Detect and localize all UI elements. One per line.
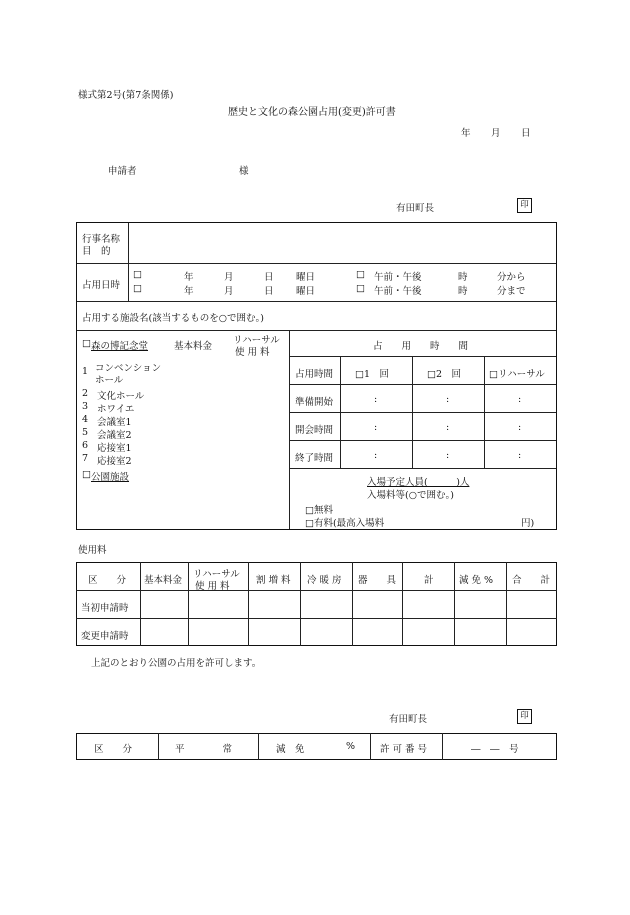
to-weekday: 曜日	[296, 286, 316, 297]
room-name: ホワイエ	[97, 404, 135, 415]
from-year: 年	[184, 272, 194, 283]
room-no: 5	[82, 427, 89, 438]
footer-permit-no-label: 許 可 番 号	[380, 744, 428, 755]
room-no: 1	[82, 366, 89, 377]
slot-1-checkbox[interactable]: □1 回	[355, 369, 390, 380]
time-colon[interactable]: :	[446, 394, 450, 405]
basic-fee-label: 基本料金	[174, 341, 213, 352]
slot-2-checkbox[interactable]: □2 回	[427, 369, 462, 380]
honorific: 様	[239, 166, 249, 177]
rule	[402, 562, 403, 646]
park-facility-name: 公園施設	[91, 472, 130, 483]
fees-header-total: 合 計	[512, 575, 551, 586]
rule	[352, 562, 353, 646]
room-no: 4	[82, 414, 89, 425]
fees-row-initial: 当初申請時	[81, 603, 129, 614]
fees-label: 使用料	[78, 545, 107, 556]
rule	[300, 562, 301, 646]
permit-statement: 上記のとおり公園の占用を許可します。	[91, 658, 262, 669]
time-colon[interactable]: :	[518, 422, 522, 433]
to-year: 年	[184, 286, 194, 297]
room-name: 文化ホール	[97, 391, 145, 402]
hall-name: 森の博記念堂	[91, 341, 149, 352]
hall-checkbox[interactable]: □	[82, 338, 91, 349]
room-name: コンベンション	[95, 363, 162, 374]
to-hour: 時	[458, 286, 468, 297]
rule	[77, 263, 556, 264]
rule	[289, 356, 556, 357]
footer-category: 区 分	[94, 744, 133, 755]
rule	[128, 223, 129, 301]
date-year: 年	[461, 128, 471, 139]
event-name-label: 行事名称	[82, 234, 121, 245]
fees-header-surcharge: 割 増 料	[256, 575, 291, 586]
fees-header-rehearsal-fee: 使 用 料	[195, 581, 230, 592]
fees-header-equipment: 器 具	[358, 575, 397, 586]
time-row-label: 開会時間	[295, 425, 334, 436]
rule	[289, 384, 556, 385]
document-title: 歴史と文化の森公園占用(変更)許可書	[228, 107, 396, 118]
admission-label: 入場料等(○で囲む。)	[367, 490, 454, 501]
time-row-label: 準備開始	[295, 397, 334, 408]
time-colon[interactable]: :	[374, 394, 378, 405]
occupy-date-label: 占用日時	[82, 280, 121, 291]
room-name: 応接室2	[97, 456, 132, 467]
footer-percent: %	[346, 741, 356, 752]
date-to-checkbox[interactable]: □	[133, 283, 142, 294]
fees-header-basic: 基本料金	[144, 575, 183, 586]
from-ampm-checkbox[interactable]: □	[356, 269, 365, 280]
purpose-label: 目 的	[82, 246, 111, 257]
footer-normal: 平 常	[175, 744, 233, 755]
paid-yen: 円)	[521, 518, 535, 529]
rule	[140, 562, 141, 646]
rule	[484, 356, 485, 468]
rule	[340, 356, 341, 468]
time-row-label: 終了時間	[295, 453, 334, 464]
time-colon[interactable]: :	[518, 450, 522, 461]
rule	[158, 733, 159, 760]
fees-header-exemption: 減 免 %	[459, 575, 494, 586]
room-name: 会議室2	[97, 430, 132, 441]
free-checkbox[interactable]: □無料	[305, 505, 333, 516]
fees-header-rehearsal: リハーサル	[193, 569, 240, 580]
from-hour: 時	[458, 272, 468, 283]
fees-header-category: 区 分	[88, 575, 127, 586]
rehearsal-label: リハーサル	[233, 335, 280, 346]
from-minute: 分から	[497, 272, 526, 283]
footer-exemption: 減 免	[276, 744, 305, 755]
date-day: 日	[521, 128, 531, 139]
to-minute: 分まで	[497, 286, 526, 297]
applicant-label: 申請者	[108, 166, 137, 177]
from-month: 月	[224, 272, 234, 283]
room-name: ホール	[95, 375, 124, 386]
fees-header-aircon: 冷 暖 房	[307, 575, 342, 586]
footer-issuer: 有田町長	[389, 714, 428, 725]
rule	[77, 301, 556, 302]
facility-label: 占用する施設名(該当するものを○で囲む。)	[82, 313, 264, 324]
time-colon[interactable]: :	[446, 450, 450, 461]
rule	[248, 562, 249, 646]
room-name: 応接室1	[97, 443, 132, 454]
form-number: 様式第2号(第7条関係)	[78, 90, 174, 101]
time-colon[interactable]: :	[446, 422, 450, 433]
rule	[77, 330, 556, 331]
rule	[289, 468, 556, 469]
park-checkbox[interactable]: □	[82, 469, 91, 480]
rule	[289, 440, 556, 441]
from-ampm: 午前・午後	[374, 272, 422, 283]
paid-checkbox[interactable]: □有料(最高入場料	[305, 518, 385, 529]
footer-permit-number: ― ― 号	[471, 744, 519, 755]
time-colon[interactable]: :	[374, 422, 378, 433]
rule	[412, 356, 413, 468]
rule	[506, 562, 507, 646]
rule	[76, 590, 557, 591]
room-no: 6	[82, 440, 89, 451]
rule	[454, 562, 455, 646]
slot-rehearsal-checkbox[interactable]: □リハーサル	[489, 369, 545, 380]
to-month: 月	[224, 286, 234, 297]
rule	[76, 618, 557, 619]
time-colon[interactable]: :	[518, 394, 522, 405]
from-day: 日	[264, 272, 274, 283]
rule	[289, 412, 556, 413]
to-ampm-checkbox[interactable]: □	[356, 283, 365, 294]
issuer-name: 有田町長	[396, 203, 435, 214]
attendance-field[interactable]: 入場予定人員( )人	[367, 477, 470, 488]
date-month: 月	[491, 128, 501, 139]
time-colon[interactable]: :	[374, 450, 378, 461]
date-from-checkbox[interactable]: □	[133, 269, 142, 280]
rule	[442, 733, 443, 760]
to-day: 日	[264, 286, 274, 297]
rule	[370, 733, 371, 760]
rule	[188, 562, 189, 646]
fees-header-subtotal: 計	[424, 575, 434, 586]
room-no: 2	[82, 388, 89, 399]
room-name: 会議室1	[97, 417, 132, 428]
to-ampm: 午前・午後	[374, 286, 422, 297]
from-weekday: 曜日	[296, 272, 316, 283]
rehearsal-fee-label: 使 用 料	[235, 347, 270, 358]
room-no: 3	[82, 401, 89, 412]
rule	[289, 331, 290, 529]
rule	[258, 733, 259, 760]
seal-mark: 印	[517, 198, 532, 213]
fees-row-change: 変更申請時	[81, 631, 129, 642]
footer-seal-mark: 印	[517, 709, 532, 724]
time-header: 占 用 時 間	[373, 341, 469, 352]
time-row-label: 占用時間	[295, 369, 334, 380]
room-no: 7	[82, 453, 89, 464]
